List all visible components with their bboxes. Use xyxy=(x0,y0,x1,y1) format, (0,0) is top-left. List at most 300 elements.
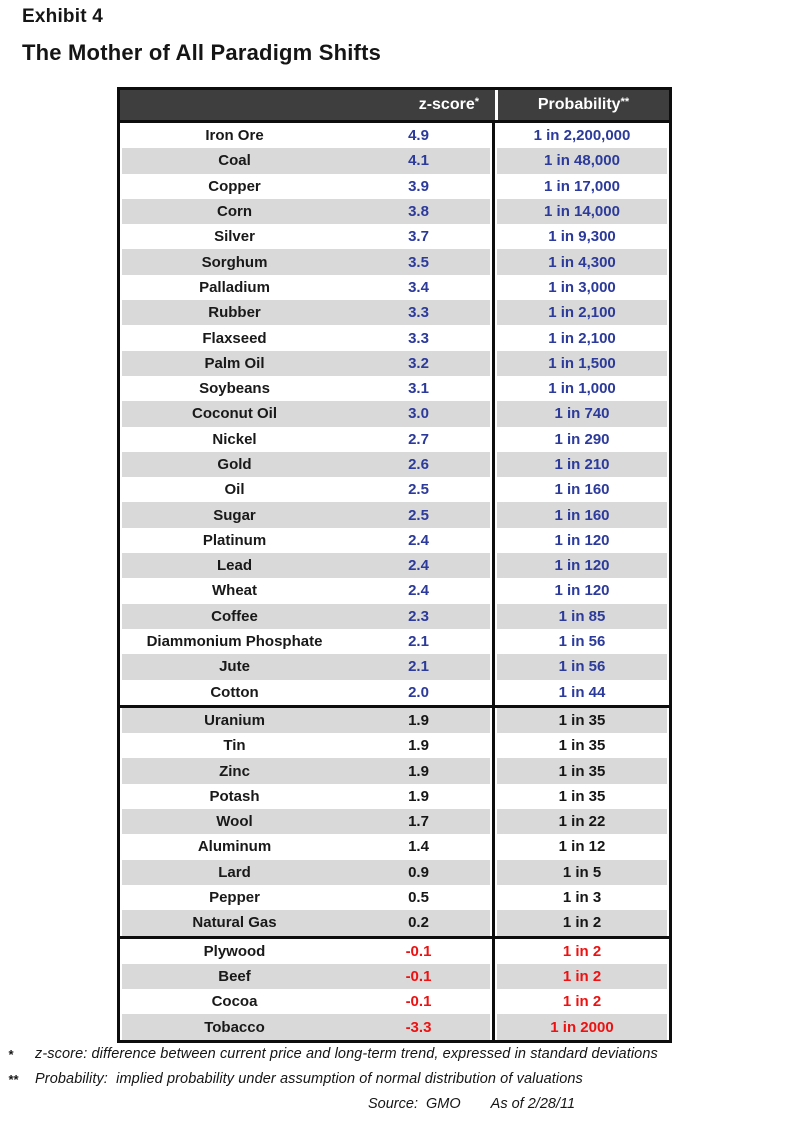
row-left-section xyxy=(120,578,495,603)
probability-value: 1 in 12 xyxy=(558,838,606,856)
probability-value: 1 in 14,000 xyxy=(544,203,620,221)
row-stripe xyxy=(122,834,490,859)
table-row xyxy=(120,1014,669,1039)
row-right-section xyxy=(495,910,669,935)
row-group-black xyxy=(120,705,669,936)
table-row xyxy=(120,351,669,376)
commodity-name: Cocoa xyxy=(211,993,258,1011)
probability-value: 1 in 35 xyxy=(558,762,606,780)
zscore-value: 3.9 xyxy=(408,177,429,195)
row-right-section xyxy=(495,351,669,376)
row-left-section xyxy=(120,477,495,502)
table-row xyxy=(120,199,669,224)
row-stripe xyxy=(497,680,667,705)
row-right-section xyxy=(495,528,669,553)
row-left-section xyxy=(120,1014,495,1039)
row-right-section xyxy=(495,199,669,224)
table-row xyxy=(120,733,669,758)
probability-value: 1 in 44 xyxy=(558,683,606,701)
commodity-name: Palladium xyxy=(199,278,270,296)
row-stripe xyxy=(122,123,490,148)
probability-value: 1 in 56 xyxy=(558,633,606,651)
row-left-section xyxy=(120,654,495,679)
row-stripe xyxy=(122,452,490,477)
table-row xyxy=(120,860,669,885)
row-right-section xyxy=(495,964,669,989)
row-stripe xyxy=(122,401,490,426)
row-right-section xyxy=(495,477,669,502)
row-stripe xyxy=(122,325,490,350)
row-stripe xyxy=(497,275,667,300)
row-stripe xyxy=(122,758,490,783)
row-left-section xyxy=(120,758,495,783)
probability-value: 1 in 3,000 xyxy=(548,278,616,296)
table-row xyxy=(120,939,669,964)
table-row xyxy=(120,401,669,426)
probability-value: 1 in 2,100 xyxy=(548,304,616,322)
row-stripe xyxy=(497,578,667,603)
row-right-section xyxy=(495,885,669,910)
commodity-name: Wheat xyxy=(212,582,257,600)
row-stripe xyxy=(497,325,667,350)
zscore-value: -0.1 xyxy=(405,993,432,1011)
row-right-section xyxy=(495,174,669,199)
probability-value: 1 in 2 xyxy=(562,914,602,932)
table-row xyxy=(120,629,669,654)
row-stripe xyxy=(122,553,490,578)
row-stripe xyxy=(497,123,667,148)
commodity-name: Corn xyxy=(217,203,252,221)
table-row xyxy=(120,758,669,783)
row-stripe xyxy=(497,376,667,401)
row-right-section xyxy=(495,148,669,173)
row-left-section xyxy=(120,784,495,809)
probability-value: 1 in 5 xyxy=(562,863,602,881)
table-row xyxy=(120,528,669,553)
row-right-section xyxy=(495,809,669,834)
probability-value: 1 in 56 xyxy=(558,658,606,676)
commodity-name: Beef xyxy=(218,967,251,985)
row-stripe xyxy=(497,224,667,249)
row-stripe xyxy=(497,910,667,935)
zscore-value: 1.7 xyxy=(408,813,429,831)
table-row xyxy=(120,427,669,452)
zscore-value: 3.3 xyxy=(408,304,429,322)
commodity-name: Nickel xyxy=(212,430,257,448)
probability-value: 1 in 120 xyxy=(554,582,610,600)
footnote-line xyxy=(8,1046,782,1062)
zscore-value: 0.2 xyxy=(408,914,429,932)
row-stripe xyxy=(497,733,667,758)
row-stripe xyxy=(497,1014,667,1039)
table-row xyxy=(120,275,669,300)
row-stripe xyxy=(122,477,490,502)
row-stripe xyxy=(497,708,667,733)
zscore-value: 3.2 xyxy=(408,354,429,372)
row-stripe xyxy=(122,885,490,910)
probability-value: 1 in 17,000 xyxy=(544,177,620,195)
row-left-section xyxy=(120,452,495,477)
probability-value: 1 in 2,200,000 xyxy=(533,127,631,145)
commodity-name: Platinum xyxy=(202,531,267,549)
probability-value: 1 in 1,500 xyxy=(548,354,616,372)
row-left-section xyxy=(120,680,495,705)
row-right-section xyxy=(495,249,669,274)
commodity-name: Pepper xyxy=(209,889,260,907)
row-stripe xyxy=(122,275,490,300)
zscore-value: 2.6 xyxy=(408,456,429,473)
row-stripe xyxy=(497,427,667,452)
table-row xyxy=(120,553,669,578)
row-right-section xyxy=(495,502,669,527)
zscore-value: 2.4 xyxy=(408,557,429,575)
row-stripe xyxy=(497,939,667,964)
row-stripe xyxy=(122,733,490,758)
zscore-value: 4.1 xyxy=(408,152,429,170)
zscore-value: 3.3 xyxy=(408,329,429,347)
header-zscore: z-score * xyxy=(120,90,495,120)
row-right-section xyxy=(495,989,669,1014)
row-left-section xyxy=(120,427,495,452)
table-row xyxy=(120,680,669,705)
row-right-section xyxy=(495,325,669,350)
row-left-section xyxy=(120,629,495,654)
row-left-section xyxy=(120,885,495,910)
row-left-section xyxy=(120,300,495,325)
row-left-section xyxy=(120,351,495,376)
probability-value: 1 in 9,300 xyxy=(548,228,616,246)
row-left-section xyxy=(120,528,495,553)
zscore-value: 3.4 xyxy=(408,278,429,296)
row-left-section xyxy=(120,376,495,401)
row-stripe xyxy=(497,477,667,502)
zscore-value: 1.4 xyxy=(408,838,429,856)
source-line xyxy=(368,1096,575,1112)
row-stripe xyxy=(122,528,490,553)
table-row xyxy=(120,578,669,603)
commodity-name: Silver xyxy=(214,228,255,246)
commodity-name: Soybeans xyxy=(199,380,270,398)
row-stripe xyxy=(497,964,667,989)
probability-value: 1 in 3 xyxy=(562,889,602,907)
table-row xyxy=(120,708,669,733)
row-stripe xyxy=(122,784,490,809)
zscore-value: 3.5 xyxy=(408,253,429,271)
row-stripe xyxy=(122,148,490,173)
table-row xyxy=(120,174,669,199)
row-right-section xyxy=(495,654,669,679)
footnotes xyxy=(8,1046,782,1096)
probability-value: 1 in 35 xyxy=(558,787,606,805)
row-left-section xyxy=(120,199,495,224)
row-stripe xyxy=(122,680,490,705)
row-stripe xyxy=(497,401,667,426)
row-stripe xyxy=(122,964,490,989)
row-stripe xyxy=(497,249,667,274)
probability-value: 1 in 48,000 xyxy=(544,152,620,170)
probability-value: 1 in 120 xyxy=(554,531,610,549)
row-stripe xyxy=(122,249,490,274)
commodity-name: Coal xyxy=(218,152,251,170)
row-right-section xyxy=(495,578,669,603)
commodity-name: Lard xyxy=(218,863,251,881)
probability-value: 1 in 2,100 xyxy=(548,329,616,347)
row-stripe xyxy=(122,910,490,935)
zscore-value: 2.1 xyxy=(408,658,429,676)
probability-value: 1 in 160 xyxy=(554,481,610,499)
row-stripe xyxy=(497,300,667,325)
table-row xyxy=(120,964,669,989)
row-right-section xyxy=(495,733,669,758)
row-stripe xyxy=(122,708,490,733)
row-stripe xyxy=(122,351,490,376)
commodity-name: Sugar xyxy=(213,506,256,524)
row-stripe xyxy=(122,939,490,964)
row-stripe xyxy=(497,351,667,376)
row-stripe xyxy=(122,376,490,401)
row-left-section xyxy=(120,148,495,173)
page-title: The Mother of All Paradigm Shifts xyxy=(22,40,382,65)
zscore-value: 3.8 xyxy=(408,203,429,221)
commodity-name: Iron Ore xyxy=(205,127,264,145)
row-left-section xyxy=(120,249,495,274)
probability-value: 1 in 210 xyxy=(554,456,610,473)
table-row xyxy=(120,910,669,935)
row-stripe xyxy=(122,300,490,325)
source-label: Source: GMO xyxy=(368,1096,461,1112)
row-left-section xyxy=(120,401,495,426)
commodity-name: Zinc xyxy=(219,762,250,780)
row-stripe xyxy=(497,885,667,910)
commodity-name: Rubber xyxy=(208,304,261,322)
commodity-name: Coconut Oil xyxy=(192,405,277,423)
row-left-section xyxy=(120,939,495,964)
row-stripe xyxy=(497,629,667,654)
row-stripe xyxy=(497,174,667,199)
probability-value: 1 in 1,000 xyxy=(548,380,616,398)
row-stripe xyxy=(122,860,490,885)
zscore-value: 2.3 xyxy=(408,607,429,625)
table-row xyxy=(120,809,669,834)
row-stripe xyxy=(497,604,667,629)
row-left-section xyxy=(120,964,495,989)
row-stripe xyxy=(497,989,667,1014)
zscore-value: 1.9 xyxy=(408,787,429,805)
probability-value: 1 in 2 xyxy=(562,967,602,985)
row-right-section xyxy=(495,275,669,300)
commodity-name: Aluminum xyxy=(197,838,272,856)
table-row xyxy=(120,502,669,527)
row-left-section xyxy=(120,708,495,733)
as-of-date: As of 2/28/11 xyxy=(490,1096,576,1112)
zscore-value: 3.0 xyxy=(408,405,429,423)
row-stripe xyxy=(497,148,667,173)
row-right-section xyxy=(495,680,669,705)
table-row xyxy=(120,989,669,1014)
row-stripe xyxy=(122,578,490,603)
row-stripe xyxy=(122,224,490,249)
table-row xyxy=(120,123,669,148)
row-stripe xyxy=(497,860,667,885)
zscore-value: -0.1 xyxy=(405,967,432,985)
commodity-name: Gold xyxy=(217,456,252,473)
commodity-name: Lead xyxy=(216,557,252,575)
row-group-red xyxy=(120,936,669,1040)
row-stripe xyxy=(497,654,667,679)
row-stripe xyxy=(497,553,667,578)
row-stripe xyxy=(122,174,490,199)
table-row xyxy=(120,300,669,325)
probability-value: 1 in 2 xyxy=(562,993,602,1011)
table-row xyxy=(120,784,669,809)
row-stripe xyxy=(122,989,490,1014)
row-right-section xyxy=(495,629,669,654)
commodity-name: Tin xyxy=(223,737,246,755)
table-body xyxy=(120,123,669,1040)
row-group-blue xyxy=(120,123,669,705)
zscore-value: 4.9 xyxy=(408,127,429,145)
table-row xyxy=(120,885,669,910)
row-left-section xyxy=(120,834,495,859)
zscore-value: 1.9 xyxy=(408,762,429,780)
table-row xyxy=(120,325,669,350)
row-left-section xyxy=(120,553,495,578)
table-row xyxy=(120,376,669,401)
footnote-text: Probability: implied probability under assumption of normal distribution of valuations xyxy=(35,1071,583,1087)
commodity-name: Cotton xyxy=(210,683,259,701)
commodity-name: Plywood xyxy=(203,942,266,960)
zscore-value: 1.9 xyxy=(408,737,429,755)
zscore-value: -3.3 xyxy=(405,1018,432,1036)
commodity-name: Jute xyxy=(219,658,250,676)
probability-value: 1 in 35 xyxy=(558,737,606,755)
commodity-name: Wool xyxy=(216,813,253,831)
table-row xyxy=(120,452,669,477)
footnote-text: z-score: difference between current price and long-term trend, expressed in standard deviations xyxy=(35,1046,658,1062)
commodity-name: Copper xyxy=(208,177,261,195)
row-right-section xyxy=(495,1014,669,1039)
table-row xyxy=(120,224,669,249)
row-stripe xyxy=(122,629,490,654)
row-stripe xyxy=(497,809,667,834)
row-stripe xyxy=(122,199,490,224)
row-left-section xyxy=(120,809,495,834)
commodity-name: Oil xyxy=(224,481,245,499)
commodity-name: Potash xyxy=(209,787,260,805)
zscore-value: 0.9 xyxy=(408,863,429,881)
commodity-name: Uranium xyxy=(204,711,265,729)
zscore-value: 2.0 xyxy=(408,683,429,701)
commodity-name: Tobacco xyxy=(204,1018,265,1036)
row-left-section xyxy=(120,989,495,1014)
table-row xyxy=(120,654,669,679)
table-row xyxy=(120,477,669,502)
zscore-value: 2.1 xyxy=(408,633,429,651)
probability-value: 1 in 120 xyxy=(554,557,610,575)
table-row xyxy=(120,148,669,173)
row-right-section xyxy=(495,939,669,964)
row-right-section xyxy=(495,553,669,578)
commodity-name: Diammonium Phosphate xyxy=(146,633,323,651)
row-stripe xyxy=(122,1014,490,1039)
row-left-section xyxy=(120,733,495,758)
row-stripe xyxy=(497,452,667,477)
probability-value: 1 in 22 xyxy=(558,813,606,831)
row-right-section xyxy=(495,123,669,148)
zscore-value: 2.5 xyxy=(408,506,429,524)
table-row xyxy=(120,249,669,274)
commodity-name: Sorghum xyxy=(201,253,268,271)
row-left-section xyxy=(120,174,495,199)
row-right-section xyxy=(495,604,669,629)
zscore-value: 2.7 xyxy=(408,430,429,448)
row-left-section xyxy=(120,123,495,148)
row-left-section xyxy=(120,910,495,935)
probability-value: 1 in 290 xyxy=(554,430,610,448)
commodities-table xyxy=(117,87,672,1043)
row-right-section xyxy=(495,427,669,452)
row-right-section xyxy=(495,376,669,401)
footnote-line xyxy=(8,1071,782,1087)
row-left-section xyxy=(120,224,495,249)
row-stripe xyxy=(497,502,667,527)
footnote-marker: * xyxy=(8,1047,14,1062)
exhibit-label: Exhibit 4 xyxy=(22,6,103,27)
row-right-section xyxy=(495,452,669,477)
row-stripe xyxy=(122,604,490,629)
header-probability: Probability ** xyxy=(498,90,669,120)
row-stripe xyxy=(122,809,490,834)
row-right-section xyxy=(495,834,669,859)
table-row xyxy=(120,604,669,629)
row-stripe xyxy=(497,528,667,553)
probability-value: 1 in 2000 xyxy=(550,1018,614,1036)
row-left-section xyxy=(120,325,495,350)
row-right-section xyxy=(495,300,669,325)
row-right-section xyxy=(495,401,669,426)
zscore-value: 2.4 xyxy=(408,582,429,600)
row-stripe xyxy=(497,199,667,224)
row-left-section xyxy=(120,604,495,629)
commodity-name: Palm Oil xyxy=(204,354,265,372)
row-left-section xyxy=(120,275,495,300)
row-stripe xyxy=(122,427,490,452)
commodity-name: Natural Gas xyxy=(192,914,277,932)
row-right-section xyxy=(495,708,669,733)
row-stripe xyxy=(497,758,667,783)
zscore-value: 1.9 xyxy=(408,711,429,729)
zscore-value: 2.4 xyxy=(408,531,429,549)
zscore-value: 0.5 xyxy=(408,889,429,907)
zscore-value: -0.1 xyxy=(405,942,432,960)
row-right-section xyxy=(495,758,669,783)
table-row xyxy=(120,834,669,859)
row-stripe xyxy=(122,502,490,527)
table-header-row xyxy=(120,90,669,123)
commodity-name: Flaxseed xyxy=(202,329,267,347)
row-stripe xyxy=(497,834,667,859)
row-left-section xyxy=(120,502,495,527)
zscore-value: 3.7 xyxy=(408,228,429,246)
zscore-value: 2.5 xyxy=(408,481,429,499)
zscore-value: 3.1 xyxy=(408,380,429,398)
probability-value: 1 in 740 xyxy=(554,405,610,423)
commodity-name: Coffee xyxy=(211,607,258,625)
row-left-section xyxy=(120,860,495,885)
row-right-section xyxy=(495,784,669,809)
footnote-marker: ** xyxy=(8,1072,19,1087)
row-stripe xyxy=(122,654,490,679)
